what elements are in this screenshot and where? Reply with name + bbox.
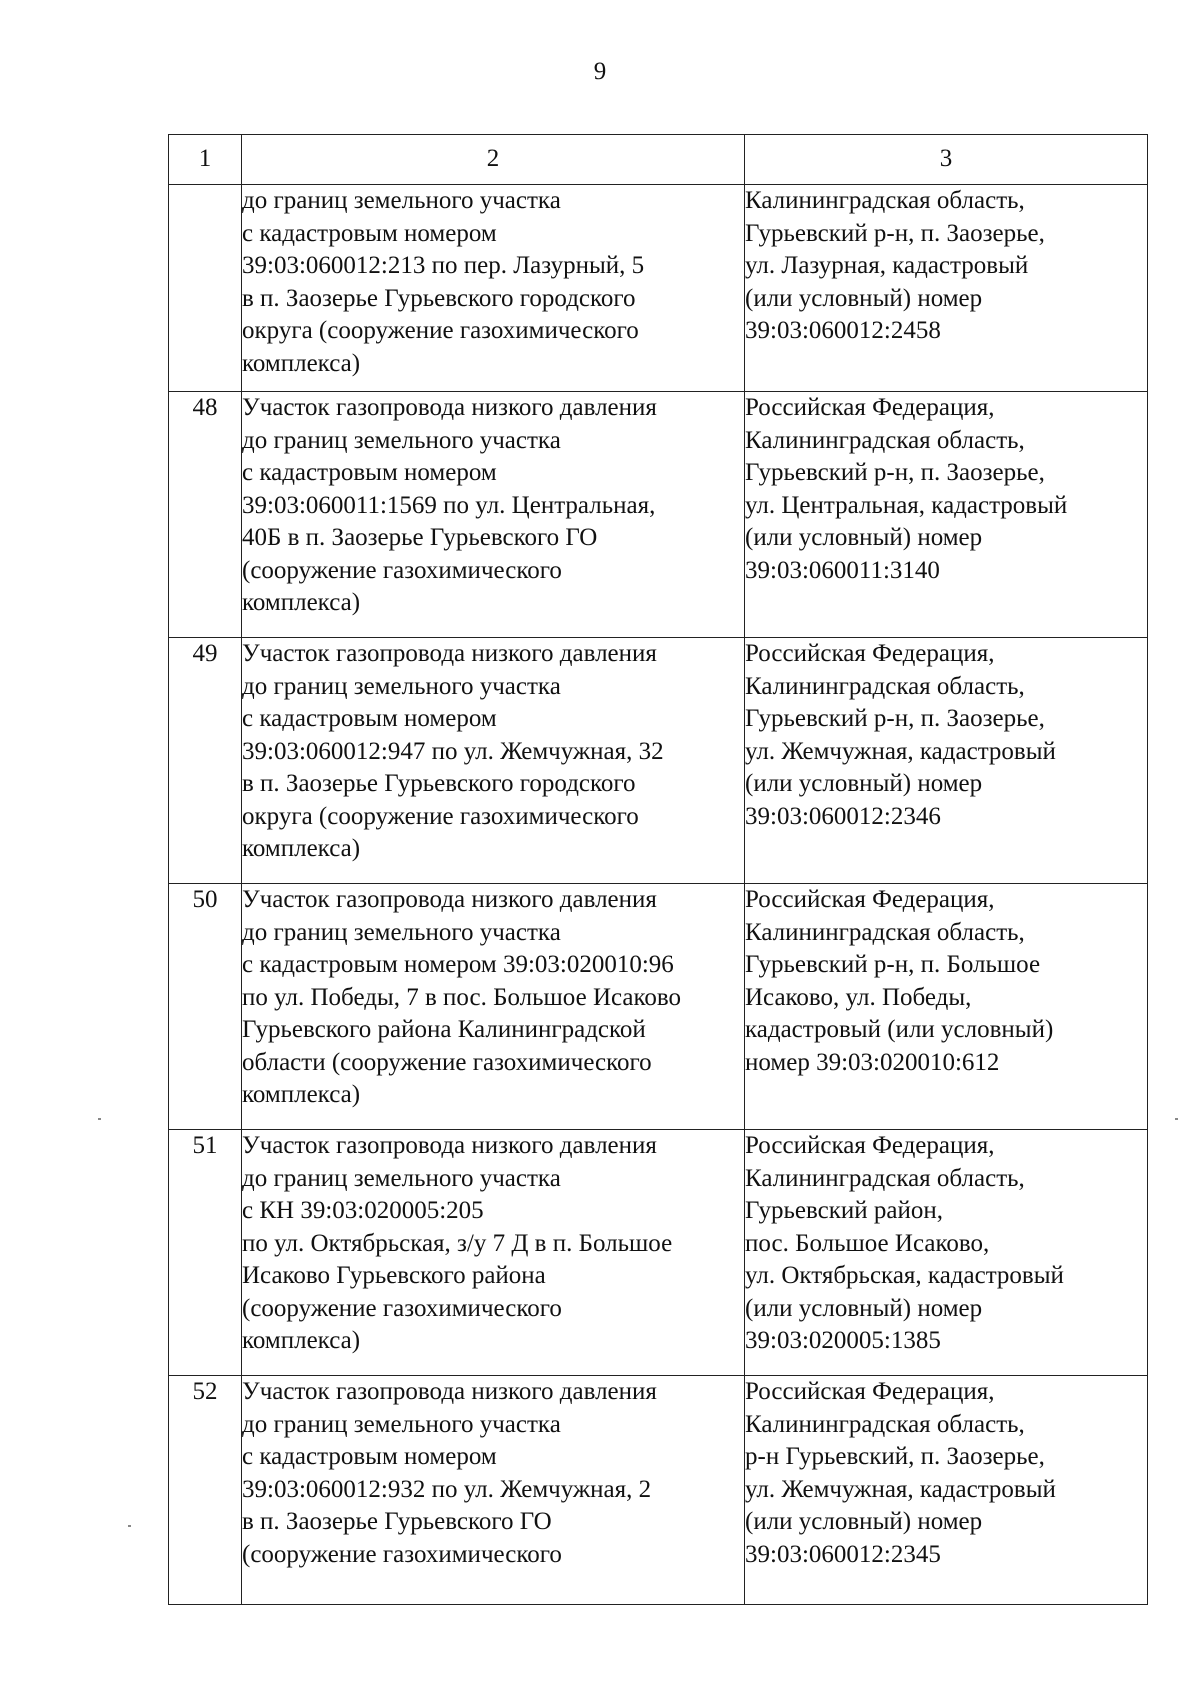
- description-line: до границ земельного участка: [242, 918, 561, 946]
- address-line: Калининградская область,: [745, 1164, 1025, 1192]
- description-line: до границ земельного участка: [242, 1410, 561, 1438]
- row-number: 51: [169, 1130, 242, 1376]
- description-line: округа (сооружение газохимического: [242, 317, 639, 344]
- table-row: [169, 1376, 1148, 1605]
- address-line: ул. Октябрьская, кадастровый: [745, 1262, 1064, 1289]
- description-line: 39:03:060012:932 по ул. Жемчужная, 2: [242, 1475, 652, 1503]
- address-line: 39:03:060012:2458: [745, 317, 941, 344]
- scan-speck: [98, 1118, 101, 1120]
- address-line: р-н Гурьевский, п. Заозерье,: [745, 1443, 1045, 1470]
- address-line: ул. Центральная, кадастровый: [745, 491, 1068, 519]
- address-line: Российская Федерация,: [745, 886, 995, 913]
- address-cell: [745, 884, 1148, 1130]
- object-description-cell: [242, 884, 745, 1130]
- description-line: Участок газопровода низкого давления: [242, 394, 657, 421]
- address-line: ул. Лазурная, кадастровый: [745, 252, 1029, 279]
- object-description-cell: [242, 638, 745, 884]
- table-row: [169, 392, 1148, 638]
- address-cell: [745, 638, 1148, 884]
- description-line: (сооружение газохимического: [242, 1294, 562, 1322]
- registry-table: [168, 134, 1148, 1605]
- description-line: 40Б в п. Заозерье Гурьевского ГО: [242, 524, 598, 551]
- description-line: комплекса): [242, 1081, 361, 1108]
- description-line: Участок газопровода низкого давления: [242, 640, 657, 667]
- description-line: с кадастровым номером 39:03:020010:96: [242, 951, 674, 978]
- table-row: [169, 1130, 1148, 1376]
- description-line: с КН 39:03:020005:205: [242, 1197, 484, 1224]
- row-number: 48: [169, 392, 242, 638]
- address-line: номер 39:03:020010:612: [745, 1048, 1000, 1076]
- address-line: (или условный) номер: [745, 770, 983, 797]
- address-line: 39:03:020005:1385: [745, 1327, 941, 1354]
- description-line: по ул. Октябрьская, з/у 7 Д в п. Большое: [242, 1229, 673, 1257]
- object-description-cell: [242, 1376, 745, 1605]
- description-line: области (сооружение газохимического: [242, 1048, 652, 1076]
- address-line: (или условный) номер: [745, 284, 983, 312]
- column-header-description: 2: [242, 135, 745, 185]
- address-cell: [745, 1376, 1148, 1605]
- address-line: Гурьевский р-н, п. Заозерье,: [745, 705, 1045, 732]
- table-row: [169, 185, 1148, 392]
- description-line: с кадастровым номером: [242, 705, 497, 732]
- object-description-cell: [242, 1130, 745, 1376]
- description-line: Исаково Гурьевского района: [242, 1262, 546, 1289]
- address-line: Калининградская область,: [745, 918, 1025, 946]
- description-line: в п. Заозерье Гурьевского городского: [242, 284, 636, 312]
- address-line: Калининградская область,: [745, 426, 1025, 454]
- address-line: (или условный) номер: [745, 524, 983, 551]
- table-row: [169, 638, 1148, 884]
- description-line: 39:03:060012:213 по пер. Лазурный, 5: [242, 252, 645, 279]
- address-line: Российская Федерация,: [745, 640, 995, 667]
- column-header-address: 3: [745, 135, 1148, 185]
- description-line: комплекса): [242, 349, 361, 377]
- description-line: Гурьевского района Калининградской: [242, 1016, 646, 1043]
- address-line: 39:03:060012:2345: [745, 1540, 941, 1568]
- description-line: с кадастровым номером: [242, 459, 497, 486]
- address-line: Гурьевский р-н, п. Заозерье,: [745, 219, 1045, 247]
- address-line: (или условный) номер: [745, 1294, 983, 1322]
- address-line: кадастровый (или условный): [745, 1016, 1054, 1043]
- address-line: Российская Федерация,: [745, 1132, 995, 1159]
- address-line: Гурьевский р-н, п. Большое: [745, 951, 1041, 978]
- row-number: [169, 185, 242, 392]
- address-line: Российская Федерация,: [745, 394, 995, 421]
- address-line: Исаково, ул. Победы,: [745, 983, 972, 1011]
- description-line: (сооружение газохимического: [242, 1540, 562, 1568]
- address-cell: [745, 392, 1148, 638]
- description-line: комплекса): [242, 1327, 361, 1354]
- description-line: в п. Заозерье Гурьевского ГО: [242, 1508, 552, 1535]
- row-number: 50: [169, 884, 242, 1130]
- column-header-number: 1: [169, 135, 242, 185]
- address-line: Калининградская область,: [745, 1410, 1025, 1438]
- address-cell: [745, 1130, 1148, 1376]
- row-number: 49: [169, 638, 242, 884]
- address-line: пос. Большое Исаково,: [745, 1229, 990, 1257]
- description-line: 39:03:060011:1569 по ул. Центральная,: [242, 491, 656, 519]
- address-line: 39:03:060012:2346: [745, 802, 941, 830]
- description-line: комплекса): [242, 835, 361, 862]
- object-description-cell: [242, 185, 745, 392]
- description-line: Участок газопровода низкого давления: [242, 886, 657, 913]
- address-line: 39:03:060011:3140: [745, 556, 940, 584]
- description-line: в п. Заозерье Гурьевского городского: [242, 770, 636, 797]
- description-line: по ул. Победы, 7 в пос. Большое Исаково: [242, 983, 682, 1011]
- address-line: ул. Жемчужная, кадастровый: [745, 1475, 1056, 1503]
- address-line: Гурьевский район,: [745, 1197, 944, 1224]
- description-line: Участок газопровода низкого давления: [242, 1378, 657, 1405]
- object-description-cell: [242, 392, 745, 638]
- description-line: с кадастровым номером: [242, 219, 497, 247]
- description-line: округа (сооружение газохимического: [242, 802, 639, 830]
- description-line: 39:03:060012:947 по ул. Жемчужная, 32: [242, 737, 664, 765]
- address-line: Калининградская область,: [745, 672, 1025, 700]
- description-line: с кадастровым номером: [242, 1443, 497, 1470]
- page-number: 9: [593, 58, 607, 85]
- description-line: до границ земельного участка: [242, 672, 561, 700]
- description-line: (сооружение газохимического: [242, 556, 562, 584]
- table-header-row: [169, 135, 1148, 185]
- address-line: (или условный) номер: [745, 1508, 983, 1535]
- description-line: до границ земельного участка: [242, 1164, 561, 1192]
- description-line: комплекса): [242, 589, 361, 616]
- address-line: ул. Жемчужная, кадастровый: [745, 737, 1056, 765]
- address-line: Калининградская область,: [745, 187, 1025, 214]
- address-line: Гурьевский р-н, п. Заозерье,: [745, 459, 1045, 486]
- address-line: Российская Федерация,: [745, 1378, 995, 1405]
- description-line: до границ земельного участка: [242, 187, 561, 214]
- scan-speck: [128, 1525, 131, 1527]
- table-row: [169, 884, 1148, 1130]
- description-line: до границ земельного участка: [242, 426, 561, 454]
- scan-speck: [1175, 1118, 1178, 1120]
- description-line: Участок газопровода низкого давления: [242, 1132, 657, 1159]
- row-number: 52: [169, 1376, 242, 1605]
- address-cell: [745, 185, 1148, 392]
